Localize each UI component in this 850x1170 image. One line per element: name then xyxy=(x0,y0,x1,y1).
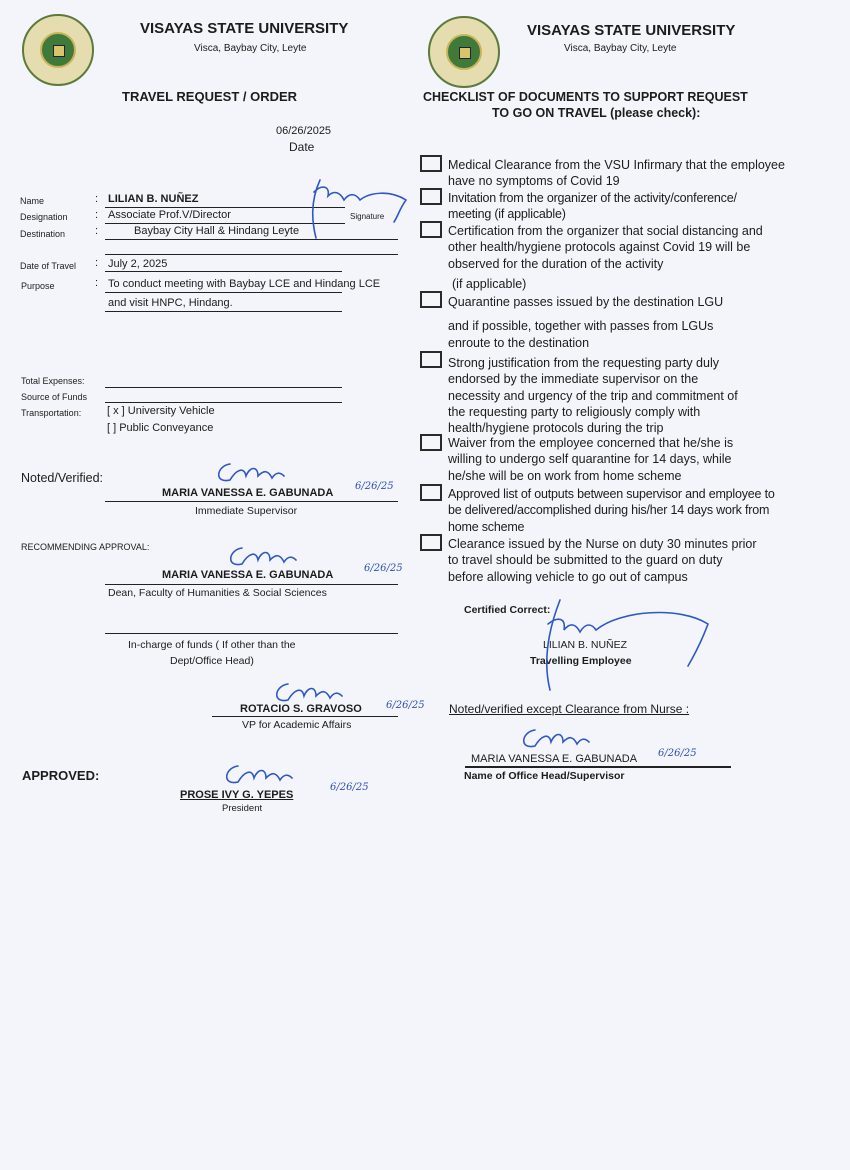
president-name: PROSE IVY G. YEPES xyxy=(180,789,294,801)
date-label: Date xyxy=(289,140,315,154)
name-field[interactable]: LILIAN B. NUÑEZ xyxy=(108,193,199,205)
university-name-right: VISAYAS STATE UNIVERSITY xyxy=(527,22,736,39)
vp-date: 6/26/25 xyxy=(386,700,425,711)
date-of-travel-field[interactable]: July 2, 2025 xyxy=(108,258,168,270)
supervisor-signature xyxy=(210,456,290,486)
total-expenses-label: Total Expenses: xyxy=(21,376,85,386)
checklist-title-1: CHECKLIST OF DOCUMENTS TO SUPPORT REQUEST xyxy=(423,90,748,104)
dean-name: MARIA VANESSA E. GABUNADA xyxy=(162,569,334,581)
certified-signature xyxy=(530,596,720,696)
checklist-item-2: Invitation from the organizer of the activity/conference/ meeting (if applicable) xyxy=(448,191,737,222)
noted-except-label: Noted/verified except Clearance from Nurse : xyxy=(449,702,690,716)
destination-label: Destination xyxy=(20,229,66,239)
checklist-title-2: TO GO ON TRAVEL (please check): xyxy=(492,106,701,120)
designation-field[interactable]: Associate Prof.V/Director xyxy=(108,209,231,221)
vp-signature xyxy=(268,676,348,706)
university-address-right: Visca, Baybay City, Leyte xyxy=(564,43,677,54)
checklist-checkbox-4[interactable] xyxy=(420,291,442,308)
president-signature xyxy=(218,758,298,788)
supervisor-title: Immediate Supervisor xyxy=(195,505,298,517)
checklist-item-4-text: Quarantine passes issued by the destination LGU xyxy=(448,295,724,309)
checklist-item-3: Certification from the organizer that social distancing and other health/hygiene protocols against Covid 19 will be observed for the duration of the activity xyxy=(448,224,763,271)
funds-in-charge-line-2: Dept/Office Head) xyxy=(170,655,254,667)
checklist-checkbox-2[interactable] xyxy=(420,188,442,205)
office-head-signature xyxy=(515,722,595,752)
dean-date: 6/26/25 xyxy=(364,563,403,574)
president-title: President xyxy=(222,803,263,814)
source-of-funds-label: Source of Funds xyxy=(21,392,88,402)
office-head-date: 6/26/25 xyxy=(658,748,697,759)
university-logo xyxy=(22,14,94,86)
checklist-item-8: Clearance issued by the Nurse on duty 30 minutes prior to travel should be submitted to the guard on duty before allowing vehicle to go out of campus xyxy=(448,537,757,584)
date-of-travel-label: Date of Travel xyxy=(20,261,77,271)
checklist-checkbox-1[interactable] xyxy=(420,155,442,172)
checklist-checkbox-5[interactable] xyxy=(420,351,442,368)
supervisor-date: 6/26/25 xyxy=(355,481,394,492)
purpose-label: Purpose xyxy=(21,281,55,291)
supervisor-name: MARIA VANESSA E. GABUNADA xyxy=(162,487,334,499)
checklist-checkbox-3[interactable] xyxy=(420,221,442,238)
signature-label: Signature xyxy=(350,212,385,221)
checklist-item-5: Strong justification from the requesting party duly endorsed by the immediate supervisor on the necessity and urgency of the trip and commitment of the requesting party to religiously comply with health/hygiene protocols during the trip xyxy=(448,356,738,436)
office-head-name: MARIA VANESSA E. GABUNADA xyxy=(471,753,638,765)
transportation-label: Transportation: xyxy=(21,408,82,418)
checklist-item-1: Medical Clearance from the VSU Infirmary that the employee have no symptoms of Covid 19 xyxy=(448,158,785,189)
checklist-item-6: Waiver from the employee concerned that he/she is willing to undergo self quarantine for 14 days, while he/she will be on work from home scheme xyxy=(448,436,734,483)
university-logo-right xyxy=(428,16,500,88)
colon: : xyxy=(95,257,99,269)
purpose-line-1[interactable]: To conduct meeting with Baybay LCE and Hindang LCE xyxy=(108,278,381,290)
office-head-title: Name of Office Head/Supervisor xyxy=(464,770,625,782)
certified-correct-label: Certified Correct: xyxy=(464,604,551,616)
certified-name: LILIAN B. NUÑEZ xyxy=(543,639,628,651)
checklist-item-3-note: (if applicable) xyxy=(452,277,527,291)
colon: : xyxy=(95,277,99,289)
recommending-approval-label: RECOMMENDING APPROVAL: xyxy=(21,542,150,552)
checklist-item-7: Approved list of outputs between supervisor and employee to be delivered/accomplished during his/her 14 days work from home scheme xyxy=(448,487,775,534)
dean-signature xyxy=(222,540,302,570)
checklist-item-4-continued: and if possible, together with passes from LGUs enroute to the destination xyxy=(448,319,714,350)
checklist-checkbox-6[interactable] xyxy=(420,434,442,451)
colon: : xyxy=(95,193,99,205)
colon: : xyxy=(95,209,99,221)
vp-title: VP for Academic Affairs xyxy=(242,719,352,731)
noted-verified-label: Noted/Verified: xyxy=(21,471,103,485)
funds-in-charge-line-1: In-charge of funds ( If other than the xyxy=(128,639,296,651)
designation-label: Designation xyxy=(20,212,68,222)
purpose-line-2[interactable]: and visit HNPC, Hindang. xyxy=(108,297,233,309)
transport-public-conveyance[interactable]: [ ] Public Conveyance xyxy=(107,422,214,434)
name-label: Name xyxy=(20,196,45,206)
colon: : xyxy=(95,225,99,237)
checklist-checkbox-8[interactable] xyxy=(420,534,442,551)
applicant-signature xyxy=(300,172,420,242)
form-title: TRAVEL REQUEST / ORDER xyxy=(122,89,298,104)
vp-name: ROTACIO S. GRAVOSO xyxy=(240,703,362,715)
destination-field[interactable]: Baybay City Hall & Hindang Leyte xyxy=(134,225,300,237)
transport-university-vehicle[interactable]: [ x ] University Vehicle xyxy=(107,405,215,417)
president-date: 6/26/25 xyxy=(330,782,369,793)
university-name: VISAYAS STATE UNIVERSITY xyxy=(140,20,349,37)
university-address: Visca, Baybay City, Leyte xyxy=(194,43,307,54)
request-date: 06/26/2025 xyxy=(276,125,332,137)
dean-title: Dean, Faculty of Humanities & Social Sciences xyxy=(108,587,327,599)
approved-label: APPROVED: xyxy=(22,768,100,783)
certified-title: Travelling Employee xyxy=(530,655,632,667)
checklist-checkbox-7[interactable] xyxy=(420,484,442,501)
